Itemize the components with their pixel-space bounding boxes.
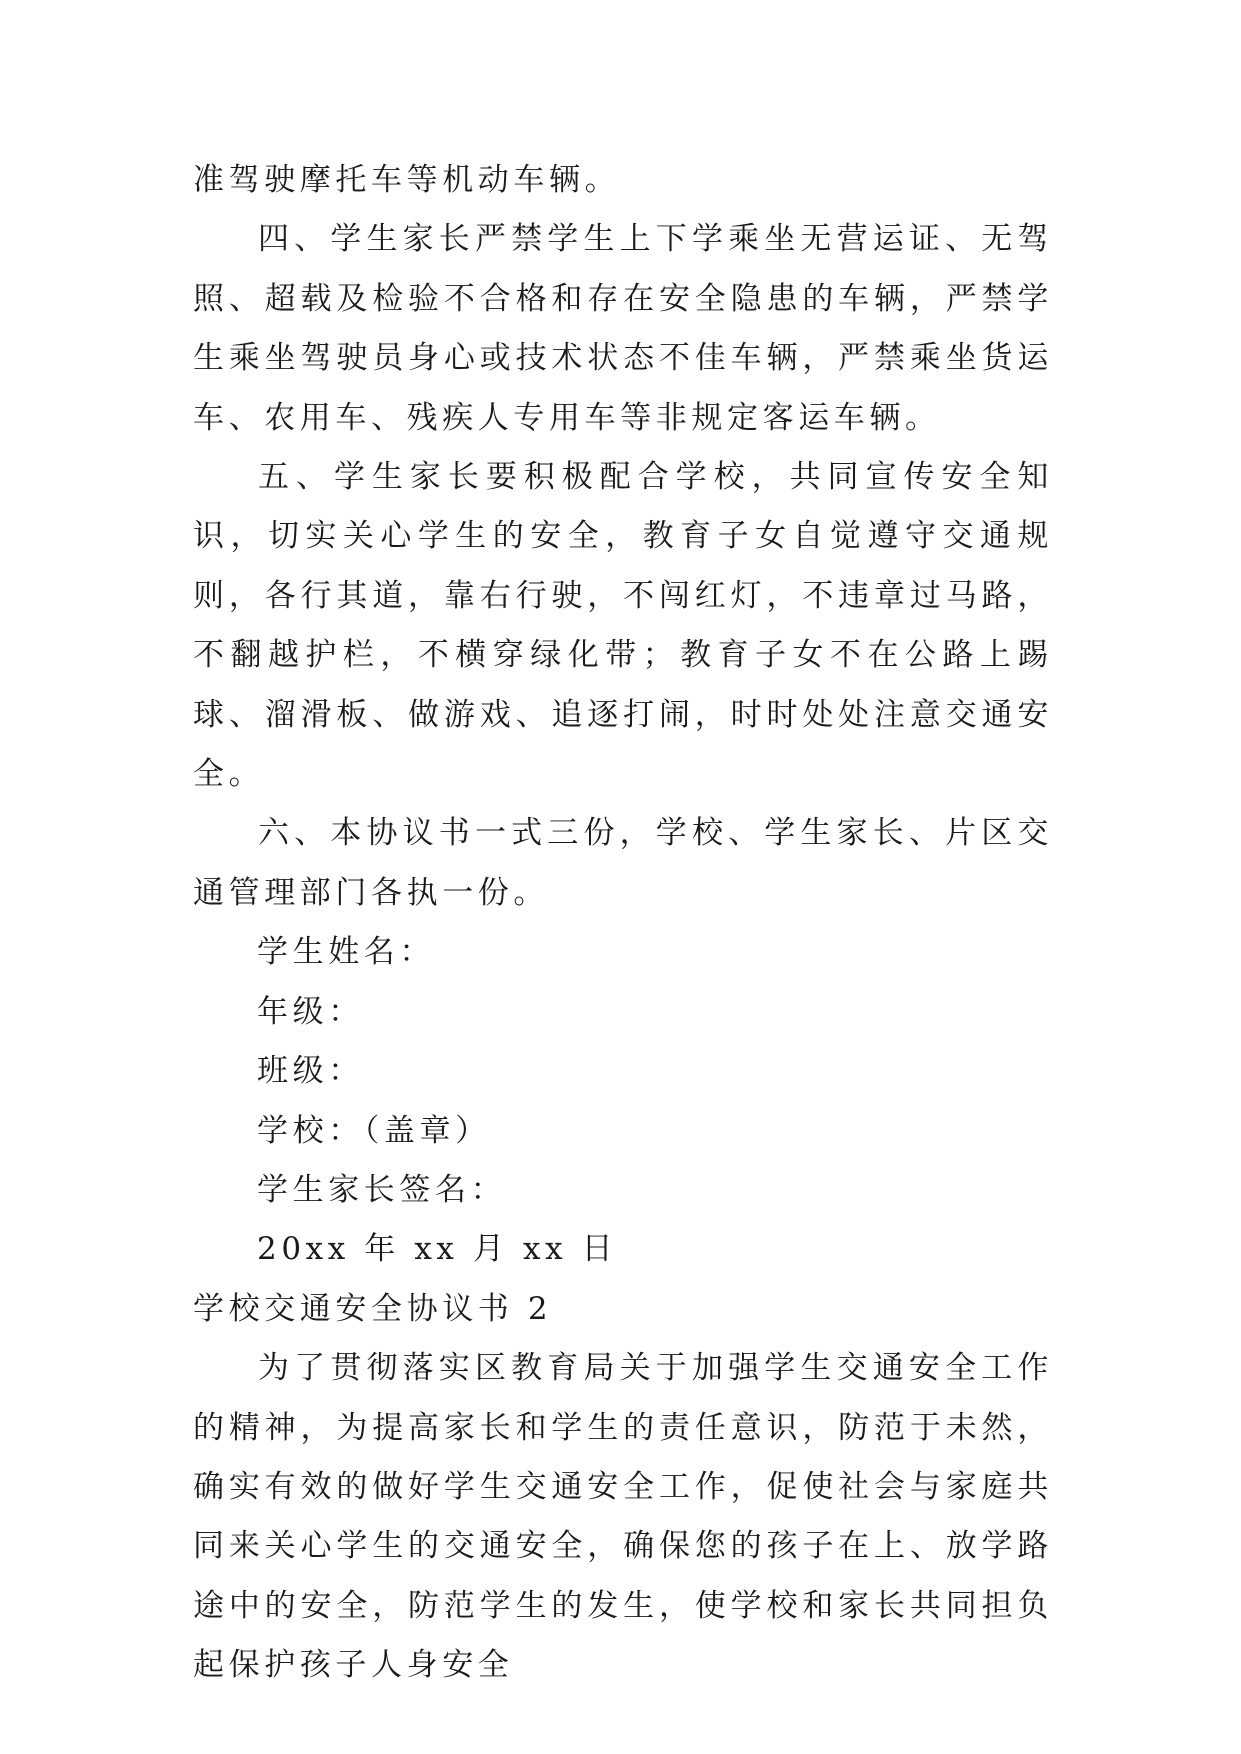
class-label: 班级： — [257, 1053, 364, 1090]
school-seal-label: 学校：（盖章） — [257, 1112, 491, 1149]
date-line: 20xx 年 xx 月 xx 日 — [257, 1231, 618, 1268]
student-name-label: 学生姓名： — [257, 934, 435, 971]
parent-signature-label: 学生家长签名： — [257, 1171, 507, 1208]
clause-four: 四、学生家长严禁学生上下学乘坐无营运证、无驾照、超载及检验不合格和存在安全隐患的车辆，严禁学生乘坐驾驶员身心或技术状态不佳车辆，严禁乘坐货运车、农用车、残疾人专用车等非规定客运车辆。 — [193, 221, 1053, 436]
grade-label: 年级： — [257, 993, 364, 1030]
section-title: 学校交通安全协议书 2 — [193, 1290, 553, 1327]
intro-paragraph: 为了贯彻落实区教育局关于加强学生交通安全工作的精神，为提高家长和学生的责任意识，防范于未然，确实有效的做好学生交通安全工作，促使社会与家庭共同来关心学生的交通安全，确保您的孩子在上、放学路途中的安全，防范学生的发生，使学校和家长共同担负起保护孩子人身安全 — [193, 1350, 1053, 1684]
clause-five: 五、学生家长要积极配合学校，共同宣传安全知识，切实关心学生的安全，教育子女自觉遵守交通规则，各行其道，靠右行驶，不闯红灯，不违章过马路，不翻越护栏，不横穿绿化带；教育子女不在公路上踢球、溜滑板、做游戏、追逐打闹，时时处处注意交通安全。 — [193, 459, 1053, 793]
document-page — [193, 151, 1053, 1696]
paragraph-continuation: 准驾驶摩托车等机动车辆。 — [193, 162, 621, 198]
clause-six: 六、本协议书一式三份，学校、学生家长、片区交通管理部门各执一份。 — [193, 815, 1053, 911]
